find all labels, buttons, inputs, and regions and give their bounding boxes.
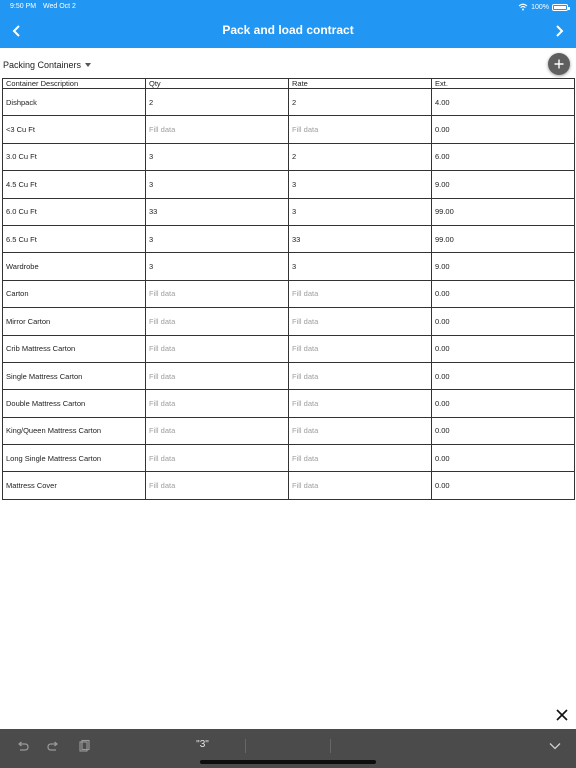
next-button[interactable] — [548, 20, 570, 42]
table-row — [3, 417, 575, 444]
qty-cell[interactable]: Fill data — [146, 445, 289, 472]
qty-cell[interactable]: 3 — [146, 171, 289, 198]
table-row — [3, 472, 575, 499]
ext-cell: 0.00 — [432, 472, 575, 499]
table-row — [3, 225, 575, 252]
rate-cell[interactable]: Fill data — [289, 280, 432, 307]
qty-cell[interactable]: 33 — [146, 198, 289, 225]
qty-cell[interactable]: Fill data — [146, 390, 289, 417]
rate-cell[interactable]: Fill data — [289, 308, 432, 335]
section-label: Packing Containers — [3, 60, 82, 70]
chevron-right-icon — [554, 25, 564, 37]
caret-down-icon — [85, 63, 91, 67]
table-body — [3, 89, 575, 500]
description-cell: Crib Mattress Carton — [3, 335, 146, 362]
rate-cell[interactable]: Fill data — [289, 335, 432, 362]
chevron-down-icon[interactable] — [548, 739, 562, 753]
ext-cell: 0.00 — [432, 335, 575, 362]
rate-cell[interactable]: 2 — [289, 143, 432, 170]
qty-cell[interactable]: Fill data — [146, 308, 289, 335]
description-cell: Mirror Carton — [3, 308, 146, 335]
status-date: Wed Oct 2 — [43, 3, 76, 10]
col-header-qty: Qty — [146, 79, 289, 89]
description-cell: 4.5 Cu Ft — [3, 171, 146, 198]
description-cell: 6.0 Cu Ft — [3, 198, 146, 225]
qty-cell[interactable]: 3 — [146, 143, 289, 170]
table-row — [3, 445, 575, 472]
table-row — [3, 308, 575, 335]
qty-cell[interactable]: 3 — [146, 253, 289, 280]
packing-table — [2, 78, 575, 500]
ext-cell: 99.00 — [432, 198, 575, 225]
table-row — [3, 198, 575, 225]
table-row — [3, 116, 575, 143]
battery-icon — [552, 4, 568, 11]
table-header-row — [3, 79, 575, 89]
status-time: 9:50 PM — [10, 3, 37, 10]
description-cell: 3.0 Cu Ft — [3, 143, 146, 170]
add-button[interactable] — [548, 53, 570, 75]
ext-cell: 0.00 — [432, 417, 575, 444]
clipboard-icon[interactable] — [77, 739, 91, 753]
suggestion-chip[interactable]: "3" — [196, 739, 209, 750]
ext-cell: 0.00 — [432, 116, 575, 143]
description-cell: 6.5 Cu Ft — [3, 225, 146, 252]
redo-icon[interactable] — [46, 739, 60, 753]
ext-cell: 0.00 — [432, 362, 575, 389]
rate-cell[interactable]: Fill data — [289, 417, 432, 444]
ext-cell: 6.00 — [432, 143, 575, 170]
rate-cell[interactable]: Fill data — [289, 472, 432, 499]
qty-cell[interactable]: Fill data — [146, 116, 289, 143]
table-row — [3, 280, 575, 307]
battery-percent: 100% — [531, 3, 549, 11]
rate-cell[interactable]: 3 — [289, 198, 432, 225]
table-row — [3, 143, 575, 170]
table-row — [3, 89, 575, 116]
ext-cell: 0.00 — [432, 390, 575, 417]
col-header-rate: Rate — [289, 79, 432, 89]
col-header-ext: Ext. — [432, 79, 575, 89]
qty-cell[interactable]: 3 — [146, 225, 289, 252]
wifi-icon — [518, 3, 528, 11]
rate-cell[interactable]: 2 — [289, 89, 432, 116]
table-row — [3, 171, 575, 198]
ext-cell: 9.00 — [432, 171, 575, 198]
table-row — [3, 335, 575, 362]
rate-cell[interactable]: Fill data — [289, 390, 432, 417]
ext-cell: 0.00 — [432, 308, 575, 335]
description-cell: Mattress Cover — [3, 472, 146, 499]
ext-cell: 99.00 — [432, 225, 575, 252]
suggestion-divider — [330, 739, 331, 753]
nav-bar — [0, 14, 576, 48]
ext-cell: 0.00 — [432, 280, 575, 307]
table-row — [3, 390, 575, 417]
page-title: Pack and load contract — [222, 23, 354, 37]
close-button[interactable] — [554, 707, 570, 723]
qty-cell[interactable]: Fill data — [146, 280, 289, 307]
description-cell: <3 Cu Ft — [3, 116, 146, 143]
description-cell: Long Single Mattress Carton — [3, 445, 146, 472]
undo-icon[interactable] — [16, 739, 30, 753]
status-right — [518, 3, 568, 11]
description-cell: Double Mattress Carton — [3, 390, 146, 417]
rate-cell[interactable]: 33 — [289, 225, 432, 252]
plus-icon — [554, 59, 564, 69]
description-cell: Dishpack — [3, 89, 146, 116]
description-cell: Single Mattress Carton — [3, 362, 146, 389]
suggestion-divider — [245, 739, 246, 753]
qty-cell[interactable]: Fill data — [146, 362, 289, 389]
ext-cell: 0.00 — [432, 445, 575, 472]
qty-cell[interactable]: 2 — [146, 89, 289, 116]
table-row — [3, 253, 575, 280]
description-cell: Carton — [3, 280, 146, 307]
rate-cell[interactable]: Fill data — [289, 116, 432, 143]
ext-cell: 4.00 — [432, 89, 575, 116]
col-header-description: Container Description — [3, 79, 146, 89]
rate-cell[interactable]: 3 — [289, 253, 432, 280]
description-cell: King/Queen Mattress Carton — [3, 417, 146, 444]
qty-cell[interactable]: Fill data — [146, 472, 289, 499]
rate-cell[interactable]: Fill data — [289, 362, 432, 389]
rate-cell[interactable]: Fill data — [289, 445, 432, 472]
home-indicator — [200, 760, 376, 764]
close-icon — [554, 707, 570, 723]
table-row — [3, 362, 575, 389]
ext-cell: 9.00 — [432, 253, 575, 280]
rate-cell[interactable]: 3 — [289, 171, 432, 198]
qty-cell[interactable]: Fill data — [146, 335, 289, 362]
description-cell: Wardrobe — [3, 253, 146, 280]
section-dropdown[interactable] — [3, 58, 91, 72]
status-bar — [0, 0, 576, 14]
qty-cell[interactable]: Fill data — [146, 417, 289, 444]
